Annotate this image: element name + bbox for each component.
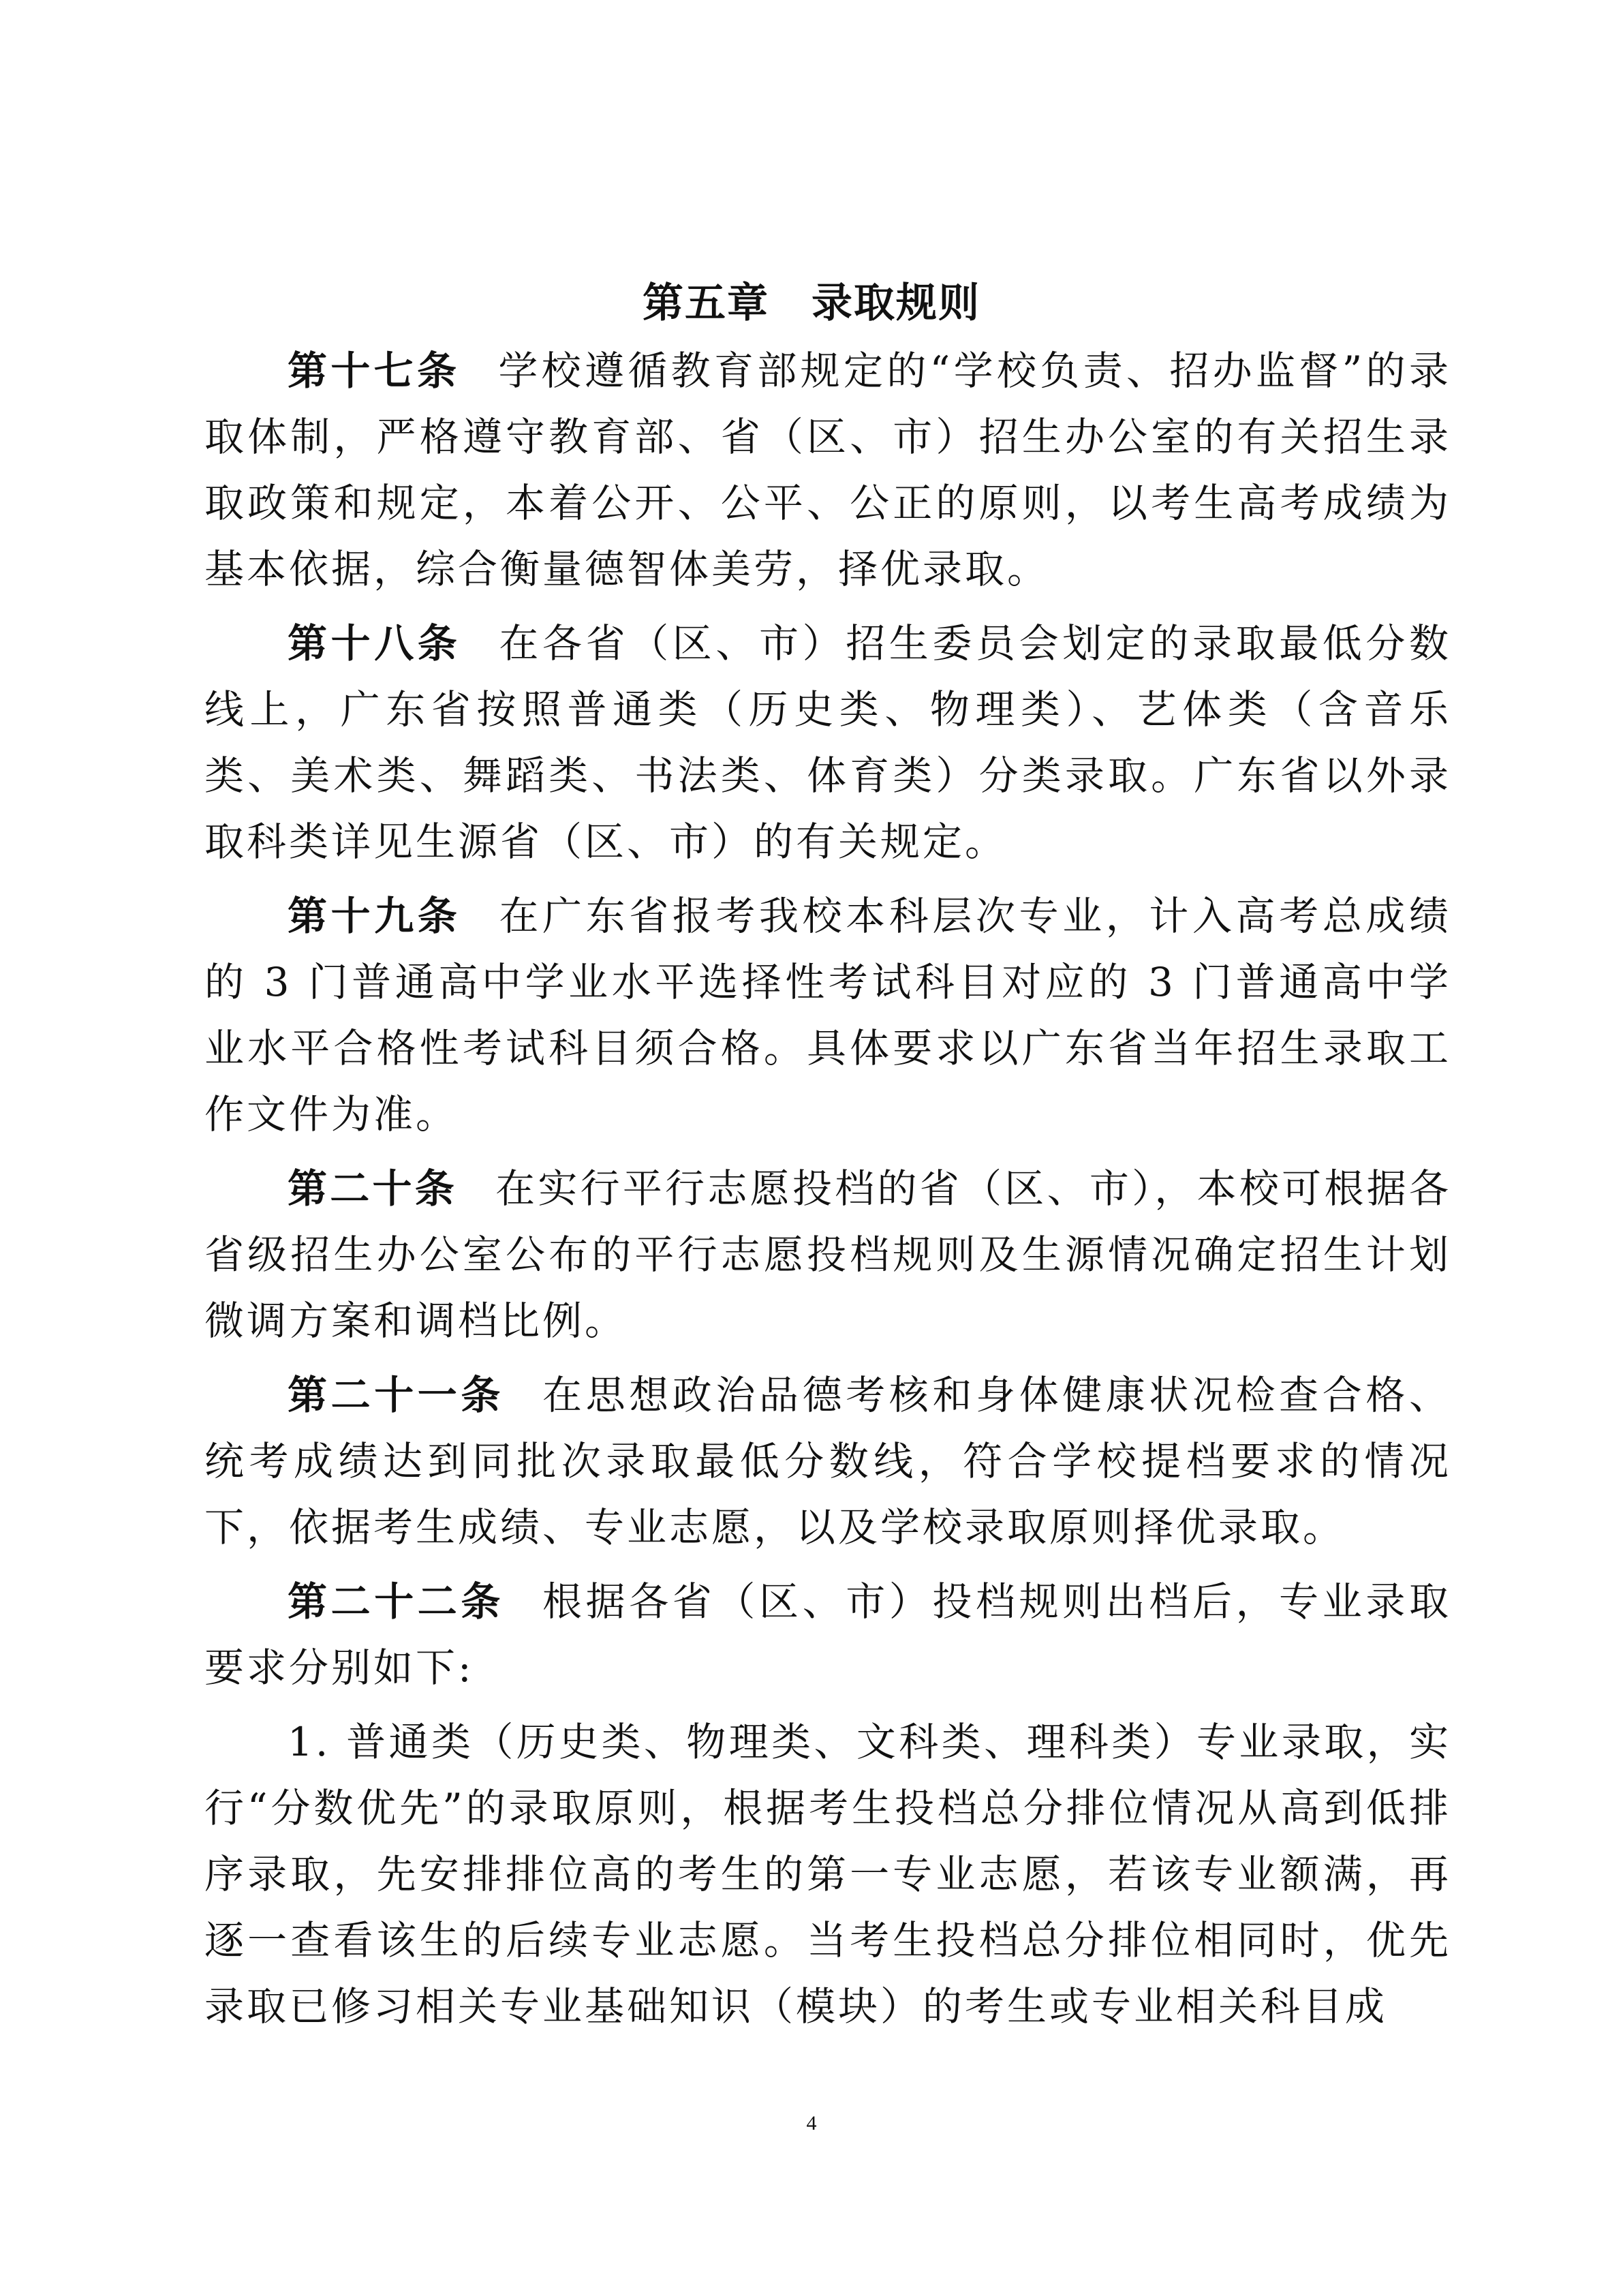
article-22: [204, 1569, 1451, 1701]
article-21: [204, 1362, 1451, 1561]
article-text: 在广东省报考我校本科层次专业，计入高考总成绩的 3 门普通高中学业水平选择性考试科目对应的 3 门普通高中学业水平合格性考试科目须合格。具体要求以广东省当年招生录取工作文件为准。: [204, 893, 1451, 1137]
document-body: [204, 338, 1451, 2048]
article-text: 在实行平行志愿投档的省（区、市），本校可根据各省级招生办公室公布的平行志愿投档规则及生源情况确定招生计划微调方案和调档比例。: [204, 1165, 1451, 1344]
article-19: [204, 883, 1451, 1148]
article-17: [204, 338, 1451, 602]
article-label: 第十七条: [288, 348, 461, 394]
article-text: 根据各省（区、市）投档规则出档后，专业录取要求分别如下:: [204, 1578, 1451, 1691]
article-18: [204, 611, 1451, 875]
article-20: [204, 1156, 1451, 1354]
article-text: 学校遵循教育部规定的“学校负责、招办监督”的录取体制，严格遵守教育部、省（区、市）招生办公室的有关招生录取政策和规定，本着公开、公平、公正的原则，以考生高考成绩为基本依据，综合衡量德智体美劳，择优录取。: [204, 348, 1451, 592]
chapter-title: 第五章 录取规则: [643, 279, 980, 327]
article-label: 第二十二条: [288, 1578, 504, 1625]
article-label: 第十八条: [288, 620, 461, 667]
article-label: 第二十条: [288, 1165, 458, 1212]
article-text: 在思想政治品德考核和身体健康状况检查合格、统考成绩达到同批次录取最低分数线，符合学校提档要求的情况下，依据考生成绩、专业志愿，以及学校录取原则择优录取。: [204, 1372, 1451, 1550]
list-item-1: 1. 普通类（历史类、物理类、文科类、理科类）专业录取，实行“分数优先”的录取原则，根据考生投档总分排位情况从高到低排序录取，先安排排位高的考生的第一专业志愿，若该专业额满，再逐一查看该生的后续专业志愿。当考生投档总分排位相同时，优先录取已修习相关专业基础知识（模块）的考生或专业相关科目成: [204, 1719, 1451, 2030]
article-label: 第十九条: [288, 893, 461, 939]
article-text: 在各省（区、市）招生委员会划定的录取最低分数线上，广东省按照普通类（历史类、物理类）、艺体类（含音乐类、美术类、舞蹈类、书法类、体育类）分类录取。广东省以外录取科类详见生源省（区、市）的有关规定。: [204, 620, 1451, 865]
article-label: 第二十一条: [288, 1372, 504, 1418]
page-number: 4: [806, 2112, 817, 2134]
